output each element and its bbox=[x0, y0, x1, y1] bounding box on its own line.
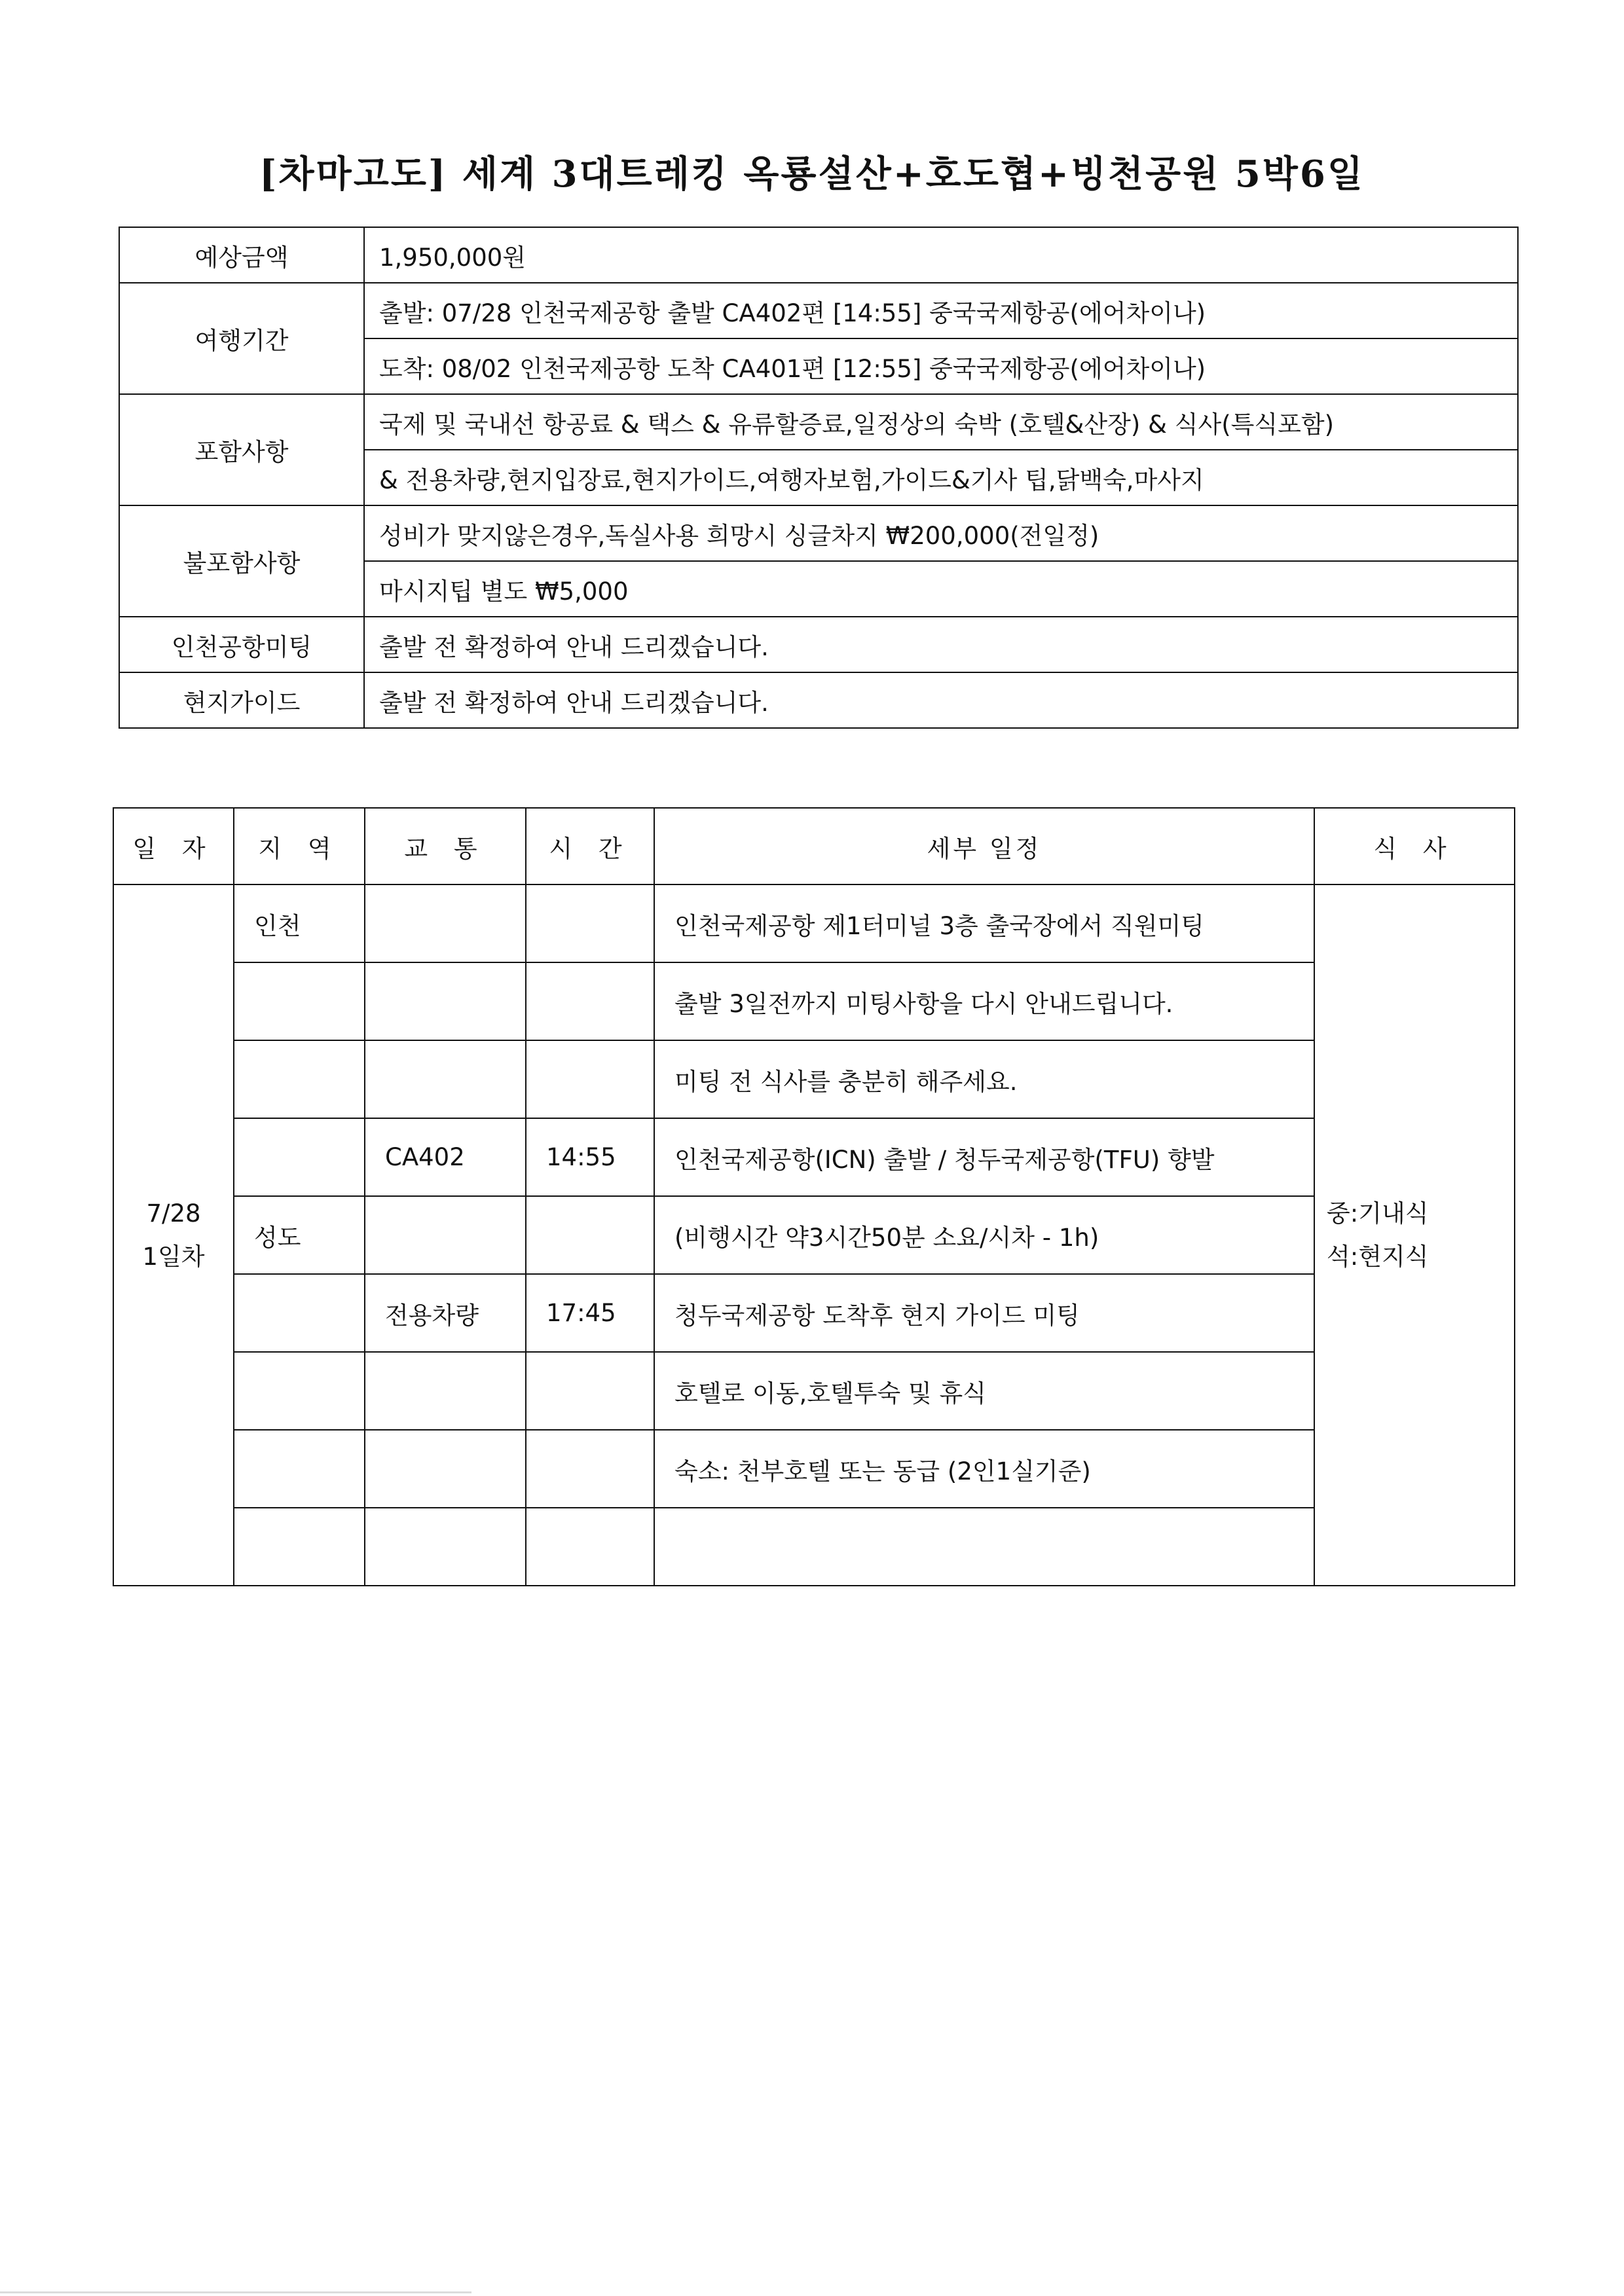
time-cell bbox=[526, 1196, 654, 1274]
detail-cell: 청두국제공항 도착후 현지 가이드 미팅 bbox=[654, 1274, 1314, 1352]
scan-artifact-line bbox=[0, 2291, 471, 2293]
header-detail: 세부 일정 bbox=[654, 808, 1314, 884]
price-row bbox=[119, 227, 1518, 283]
excluded-line-1: 성비가 맞지않은경우,독실사용 희망시 싱글차지 ₩200,000(전일정) bbox=[364, 505, 1518, 561]
schedule-header-row bbox=[113, 808, 1515, 884]
time-cell bbox=[526, 1430, 654, 1508]
transport-cell bbox=[365, 1352, 526, 1430]
price-label: 예상금액 bbox=[119, 227, 364, 283]
table-row bbox=[113, 1274, 1515, 1352]
table-row bbox=[113, 1118, 1515, 1196]
detail-cell: 인천국제공항(ICN) 출발 / 청두국제공항(TFU) 향발 bbox=[654, 1118, 1314, 1196]
trip-info-table bbox=[119, 227, 1519, 729]
time-cell bbox=[526, 962, 654, 1040]
included-label: 포함사항 bbox=[119, 394, 364, 505]
region-cell bbox=[234, 962, 365, 1040]
meal-cell bbox=[1314, 884, 1515, 1586]
detail-cell: (비행시간 약3시간50분 소요/시차 - 1h) bbox=[654, 1196, 1314, 1274]
meeting-value: 출발 전 확정하여 안내 드리겠습니다. bbox=[364, 617, 1518, 672]
excluded-row bbox=[119, 505, 1518, 561]
day-date: 7/28 bbox=[146, 1199, 201, 1228]
table-row bbox=[113, 1352, 1515, 1430]
detail-cell: 인천국제공항 제1터미널 3층 출국장에서 직원미팅 bbox=[654, 884, 1314, 962]
header-time: 시 간 bbox=[526, 808, 654, 884]
arrival-value: 도착: 08/02 인천국제공항 도착 CA401편 [12:55] 중국국제항공(에어차이나) bbox=[364, 338, 1518, 394]
departure-value: 출발: 07/28 인천국제공항 출발 CA402편 [14:55] 중국국제항공(에어차이나) bbox=[364, 283, 1518, 338]
region-cell: 성도 bbox=[234, 1196, 365, 1274]
day-cell bbox=[113, 884, 234, 1586]
transport-cell bbox=[365, 1508, 526, 1586]
region-cell: 인천 bbox=[234, 884, 365, 962]
included-line-2: & 전용차량,현지입장료,현지가이드,여행자보험,가이드&기사 팁,닭백숙,마사지 bbox=[364, 450, 1518, 505]
region-cell bbox=[234, 1118, 365, 1196]
transport-cell bbox=[365, 1196, 526, 1274]
detail-cell: 미팅 전 식사를 충분히 해주세요. bbox=[654, 1040, 1314, 1118]
guide-value: 출발 전 확정하여 안내 드리겠습니다. bbox=[364, 672, 1518, 728]
header-meal: 식 사 bbox=[1314, 808, 1515, 884]
meal-dinner: 석:현지식 bbox=[1327, 1242, 1429, 1271]
included-row bbox=[119, 394, 1518, 450]
transport-cell: 전용차량 bbox=[365, 1274, 526, 1352]
region-cell bbox=[234, 1430, 365, 1508]
table-row bbox=[113, 1508, 1515, 1586]
schedule-table bbox=[113, 807, 1515, 1586]
transport-cell bbox=[365, 1430, 526, 1508]
time-cell bbox=[526, 884, 654, 962]
transport-cell: CA402 bbox=[365, 1118, 526, 1196]
included-line-1: 국제 및 국내선 항공료 & 택스 & 유류할증료,일정상의 숙박 (호텔&산장) & 식사(특식포함) bbox=[364, 394, 1518, 450]
guide-row bbox=[119, 672, 1518, 728]
header-day: 일 자 bbox=[113, 808, 234, 884]
price-value: 1,950,000원 bbox=[364, 227, 1518, 283]
detail-cell: 호텔로 이동,호텔투숙 및 휴식 bbox=[654, 1352, 1314, 1430]
excluded-line-2: 마시지팁 별도 ₩5,000 bbox=[364, 561, 1518, 617]
time-cell: 14:55 bbox=[526, 1118, 654, 1196]
region-cell bbox=[234, 1508, 365, 1586]
meal-lunch: 중:기내식 bbox=[1327, 1199, 1429, 1228]
transport-cell bbox=[365, 962, 526, 1040]
detail-cell bbox=[654, 1508, 1314, 1586]
time-cell bbox=[526, 1040, 654, 1118]
header-transport: 교 통 bbox=[365, 808, 526, 884]
transport-cell bbox=[365, 884, 526, 962]
header-region: 지 역 bbox=[234, 808, 365, 884]
detail-cell: 숙소: 천부호텔 또는 동급 (2인1실기준) bbox=[654, 1430, 1314, 1508]
meeting-row bbox=[119, 617, 1518, 672]
excluded-label: 불포함사항 bbox=[119, 505, 364, 617]
time-cell: 17:45 bbox=[526, 1274, 654, 1352]
table-row bbox=[113, 962, 1515, 1040]
period-label: 여행기간 bbox=[119, 283, 364, 394]
region-cell bbox=[234, 1352, 365, 1430]
detail-cell: 출발 3일전까지 미팅사항을 다시 안내드립니다. bbox=[654, 962, 1314, 1040]
transport-cell bbox=[365, 1040, 526, 1118]
guide-label: 현지가이드 bbox=[119, 672, 364, 728]
time-cell bbox=[526, 1352, 654, 1430]
period-row bbox=[119, 283, 1518, 338]
meeting-label: 인천공항미팅 bbox=[119, 617, 364, 672]
region-cell bbox=[234, 1040, 365, 1118]
region-cell bbox=[234, 1274, 365, 1352]
document-title: [차마고도] 세계 3대트레킹 옥룡설산+호도협+빙천공원 5박6일 bbox=[259, 153, 1365, 196]
table-row bbox=[113, 1430, 1515, 1508]
table-row bbox=[113, 1040, 1515, 1118]
table-row bbox=[113, 884, 1515, 962]
table-row bbox=[113, 1196, 1515, 1274]
time-cell bbox=[526, 1508, 654, 1586]
day-label: 1일차 bbox=[142, 1242, 205, 1271]
